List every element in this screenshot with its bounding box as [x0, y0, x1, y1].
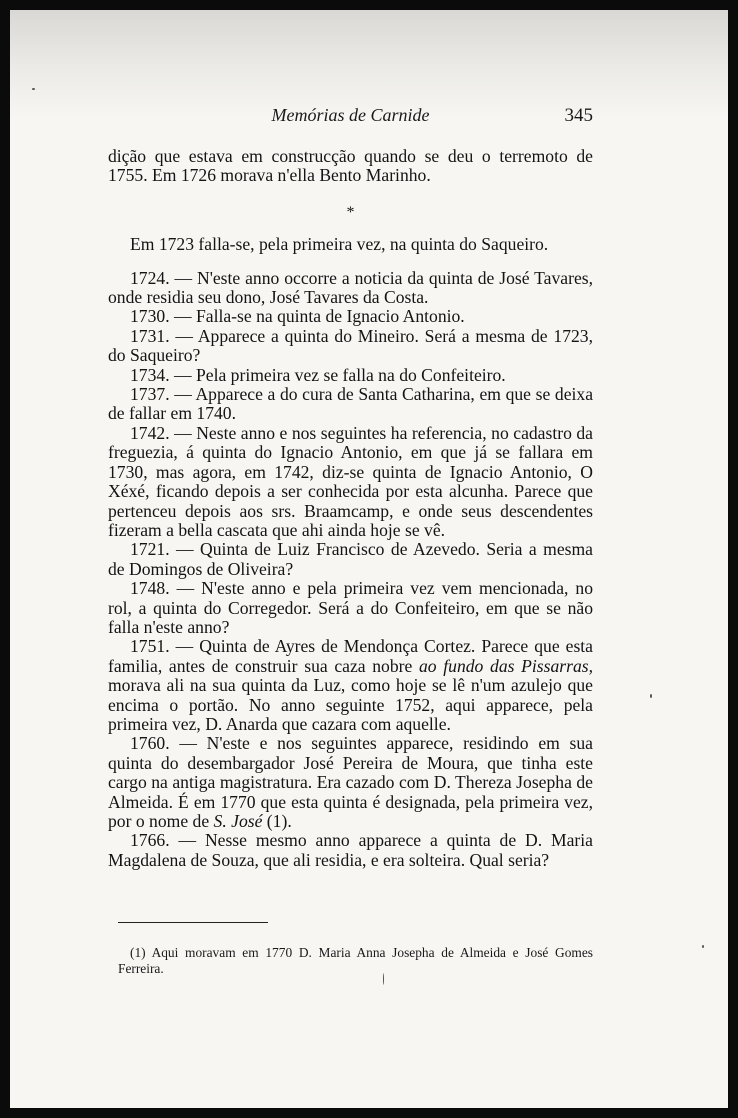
entry-year: 1766. — [130, 830, 170, 851]
section-separator: * — [346, 203, 355, 221]
entry-italic: ao fundo das Pissarras, — [419, 655, 593, 676]
entry-text: — Nesse mesmo anno apparece a quinta de D. Maria Magdalena de Souza, que ali residia, e era solteira. Qual seria? — [108, 830, 593, 870]
entry-year: 1721. — [130, 539, 170, 560]
entry-text: — Pela primeira vez se falla na do Confeiteiro. — [169, 364, 506, 385]
entry-year: 1730. — [130, 306, 170, 327]
entry-year: 1731. — [130, 325, 170, 346]
body-text — [108, 147, 593, 870]
entry-italic: S. José — [213, 811, 263, 831]
entry-year: 1737. — [130, 384, 170, 405]
scan-speck — [702, 945, 704, 948]
footnote-divider — [118, 922, 268, 923]
entry-text: — N'este anno e pela primeira vez vem mencionada, no rol, a quinta do Corregedor. Será a do Confeiteiro, em que se não falla n'este anno? — [108, 578, 593, 637]
intro-paragraph: Em 1723 falla-se, pela primeira vez, na quinta do Saqueiro. — [130, 234, 549, 255]
entry-1721 — [108, 540, 593, 579]
entry-text: — N'este anno occorre a noticia da quinta de José Tavares, onde residia seu dono, José Tavares da Costa. — [108, 267, 593, 308]
book-page — [10, 10, 728, 1108]
entry-1734 — [108, 366, 593, 385]
entry-text: — Falla-se na quinta de Ignacio Antonio. — [169, 306, 465, 327]
entry-year: 1734. — [130, 364, 170, 385]
page-header — [108, 105, 593, 133]
entry-text: — Apparece a do cura de Santa Catharina, em que se deixa de fallar em 1740. — [108, 384, 593, 424]
continuation-paragraph: dição que estava em construcção quando se deu o terremoto de 1755. Em 1726 morava n'ella Bento Marinho. — [108, 146, 593, 186]
running-title: Memórias de Carnide — [271, 105, 430, 125]
entry-text: — Neste anno e nos seguintes ha referencia, no cadastro da freguezia, á quinta do Ignacio Antonio, em que já se fallara em 1730, mas agora, em 1742, diz-se quinta de Ignacio Antonio, O Xéxé, ficando depois a ser conhecida por esta alcunha. Parece que pertenceu depois aos srs. Braamcamp, e onde seus descendentes fizeram a bella cascata que ahi ainda hoje se vê. — [108, 422, 593, 540]
entry-text: — N'este e nos seguintes apparece, residindo em sua quinta do desembargador José Pereira de Moura, que tinha este cargo na antiga magistratura. Era cazado com D. Thereza Josepha de Almeida. É em 1770 que esta quinta é designada, pela primeira vez, por o nome de — [108, 733, 593, 831]
footnote: (1) Aqui moravam em 1770 D. Maria Anna Josepha de Almeida e José Gomes Ferreira. — [118, 945, 593, 977]
entry-text: — Quinta de Ayres de Mendonça Cortez. Parece que esta familia, antes de construir sua caza nobre — [108, 636, 593, 676]
entry-1724 — [108, 269, 593, 308]
entry-1751 — [108, 637, 593, 734]
entry-year: 1724. — [130, 267, 170, 288]
entry-text: — Quinta de Luiz Francisco de Azevedo. Seria a mesma de Domingos de Oliveira? — [108, 539, 593, 579]
entry-1730 — [108, 307, 593, 326]
entry-text: (1). — [262, 811, 292, 831]
entry-1731 — [108, 327, 593, 366]
scan-speck — [650, 694, 652, 698]
page-number: 345 — [564, 105, 593, 126]
entry-1742 — [108, 424, 593, 540]
entry-year: 1742. — [130, 422, 170, 443]
entry-year: 1760. — [130, 733, 170, 754]
entry-text: — Apparece a quinta do Mineiro. Será a mesma de 1723, do Saqueiro? — [108, 325, 593, 366]
scan-speck — [32, 88, 35, 90]
entry-1760 — [108, 734, 593, 831]
entry-text: morava ali na sua quinta da Luz, como hoje se lê n'um azulejo que encima o portão. No anno seguinte 1752, aqui apparece, pela primeira vez, D. Anarda que cazara com aquelle. — [108, 675, 593, 734]
entry-year: 1748. — [130, 578, 170, 599]
entry-1748 — [108, 579, 593, 637]
entry-1737 — [108, 385, 593, 424]
entry-1766 — [108, 831, 593, 870]
entry-year: 1751. — [130, 636, 170, 657]
scan-speck — [383, 973, 384, 985]
